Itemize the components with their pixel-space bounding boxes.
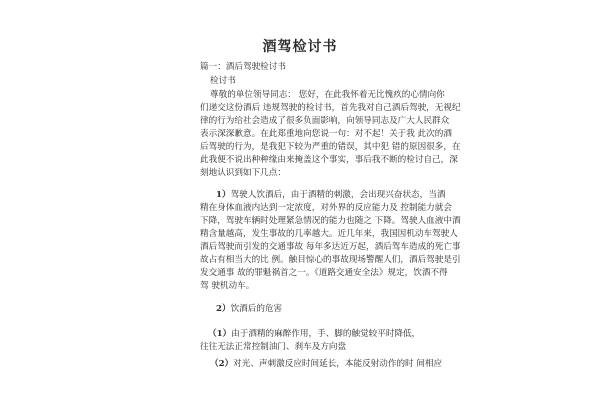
- item-1-line: 精含量越高，发生事故的几率越大。近几年来，我国因机动车驾驶人: [200, 229, 458, 239]
- item-1-line: 下降，驾驶车辆时处理紧急情况的能力也随之 下降。驾驶人血液中酒: [200, 216, 461, 226]
- sub-item-2-number: （2）: [210, 359, 234, 369]
- sub-item-1-line: 往往无法正常控制油门、刹车及方向盘: [200, 342, 347, 352]
- paragraph-1-line: 表示深深歉意。在此郑重地向您说一句：对不起！关于我 此次的酒: [200, 129, 452, 139]
- paragraph-1-line: 律的行为给社会造成了很多负面影响，向领导同志及广大人民群众: [200, 116, 450, 126]
- paragraph-1-line: 后驾驶的行为，是我犯下较为严重的错误，其中犯 错的原因很多，在: [200, 142, 461, 152]
- subtitle: 检讨书: [210, 76, 236, 86]
- item-1-line: 驾 驶机动车。: [200, 281, 255, 291]
- item-2-line: [216, 302, 282, 314]
- item-2-number: 2）: [216, 304, 231, 314]
- paragraph-1-line: 刻地认识到如下几点：: [200, 168, 286, 178]
- paragraph-1-line: 尊敬的单位领导同志： 您好，在此我怀着无比愧疚的心情向你: [210, 90, 445, 100]
- sub-item-1-line: 由于酒精的麻醉作用，手、脚的触觉较平时降低，: [231, 329, 421, 339]
- sub-item-2-text: 对光、声刺激反应时间延长，本能反射动作的时 间相应: [233, 359, 443, 369]
- document-title: 酒驾检讨书: [262, 39, 338, 55]
- sub-item-1-number: （1）: [208, 329, 232, 339]
- item-1-line: 驾驶人饮酒后，由于酒精的刺激，会出现兴奋状态，当酒: [230, 190, 446, 200]
- sub-item-2-line: [210, 357, 442, 369]
- paragraph-1-line: 们递交这份酒后 违规驾驶的检讨书，首先我对自己酒后驾驶，无视纪: [200, 103, 461, 113]
- paragraph-1-line: 此我便不说出种种缘由来掩盖这个事实，事后我不断的检讨自己，深: [200, 155, 458, 165]
- item-1-first-line: [216, 188, 445, 200]
- item-1-line: 酒后驾驶而引发的交通事故 每年多达近万起，酒后驾车造成的死亡事: [200, 242, 461, 252]
- item-1-line: 发交通事 故的罪魁祸首之一。《道路交通安全法》规定，饮酒不得: [200, 268, 448, 278]
- item-1-number: 1）: [216, 190, 231, 200]
- item-2-text: 饮酒后的危害: [230, 304, 283, 314]
- section-heading: 篇一：酒后驾驶检讨书: [200, 62, 286, 72]
- item-1-line: 精在身体血液内达到一定浓度，对外界的反应能力及 控制能力就会: [200, 203, 452, 213]
- item-1-line: 故占有相当大的比 例。触目惊心的事故现场警醒人们，酒后驾驶是引: [200, 255, 461, 265]
- sub-item-1-first-line: [208, 327, 420, 339]
